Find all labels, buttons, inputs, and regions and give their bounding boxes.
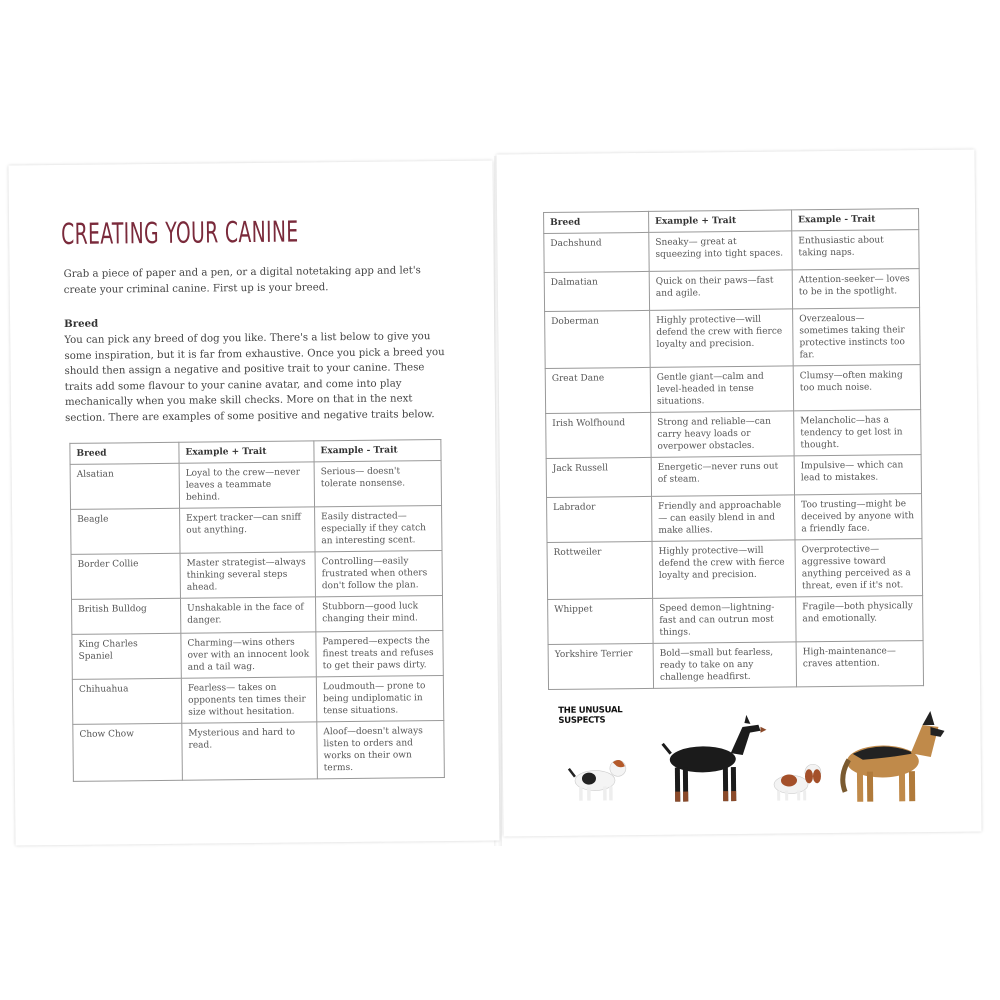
negative-trait-cell: Too trusting—might be deceived by anyone with a friendly face. xyxy=(795,494,922,540)
breed-paragraph: You can pick any breed of dog you like. There's a list below to give you some inspiration, but it is far from exhaustive. Once you pick a breed you should then assign a negative and positive trait to your canine. These traits add some flavour to your canine avatar, and come into play mechanically when you make skill checks. More on that in the next section. There are examples of some positive and negative traits below. xyxy=(64,331,445,424)
brand-logo-line: THE UNUSUAL xyxy=(558,705,623,716)
breed-cell: King Charles Spaniel xyxy=(72,633,181,679)
positive-trait-cell: Highly protective—will defend the crew with fierce loyalty and precision. xyxy=(652,540,796,598)
breed-cell: Yorkshire Terrier xyxy=(548,643,653,689)
table-row xyxy=(546,455,921,498)
jack-russell-illustration xyxy=(569,760,626,801)
positive-trait-cell: Expert tracker—can sniff out anything. xyxy=(180,507,315,553)
breed-cell: Whippet xyxy=(548,598,653,644)
negative-trait-cell: Controlling—easily frustrated when others don't follow the plan. xyxy=(315,551,442,597)
breed-cell: Doberman xyxy=(545,310,651,368)
positive-trait-cell: Master strategist—always thinking several steps ahead. xyxy=(180,552,315,598)
negative-trait-cell: Clumsy—often making too much noise. xyxy=(793,365,920,411)
column-header: Example - Trait xyxy=(792,209,919,231)
table-row xyxy=(71,596,442,635)
positive-trait-cell: Unshakable in the face of danger. xyxy=(180,597,315,633)
positive-trait-cell: Speed demon—lightning-fast and can outrun most things. xyxy=(653,597,796,643)
positive-trait-cell: Fearless— takes on opponents ten times their size without hesitation. xyxy=(181,677,316,723)
negative-trait-cell: Enthusiastic about taking naps. xyxy=(792,230,919,270)
brand-logo-line: SUSPECTS xyxy=(558,715,606,726)
negative-trait-cell: Overprotective— aggressive toward anything perceived as a threat, even if it's not. xyxy=(795,539,923,597)
positive-trait-cell: Highly protective—will defend the crew with fierce loyalty and precision. xyxy=(650,309,794,367)
column-header: Example - Trait xyxy=(314,440,441,462)
positive-trait-cell: Mysterious and hard to read. xyxy=(182,722,318,780)
breed-cell: Labrador xyxy=(547,496,652,542)
negative-trait-cell: Fragile—both physically and emotionally. xyxy=(796,596,923,642)
table-row xyxy=(547,494,922,543)
negative-trait-cell: Impulsive— which can lead to mistakes. xyxy=(794,455,921,495)
breed-traits-table-left xyxy=(69,439,445,782)
breed-cell: Great Dane xyxy=(545,367,650,413)
breed-cell: Irish Wolfhound xyxy=(546,412,651,458)
breed-cell: Dalmatian xyxy=(544,271,649,311)
left-page xyxy=(8,160,499,845)
dog-illustrations xyxy=(562,695,953,809)
table-row xyxy=(71,506,442,555)
positive-trait-cell: Gentle giant—calm and level-headed in tense situations. xyxy=(650,366,793,412)
breed-cell: Beagle xyxy=(71,508,180,554)
negative-trait-cell: High-maintenance— craves attention. xyxy=(796,641,923,687)
column-header: Example + Trait xyxy=(179,441,314,463)
table-row xyxy=(545,365,920,414)
right-page xyxy=(496,150,981,837)
page-title: CREATING YOUR CANINE xyxy=(60,214,299,252)
table-row xyxy=(73,721,445,782)
negative-trait-cell: Aloof—doesn't always listen to orders and works on their own terms. xyxy=(317,721,445,779)
table-row xyxy=(72,676,443,725)
negative-trait-cell: Melancholic—has a tendency to get lost in thought. xyxy=(794,410,921,456)
table-row xyxy=(71,551,442,600)
negative-trait-cell: Overzealous— sometimes taking their protective instincts too far. xyxy=(793,308,921,366)
column-header: Breed xyxy=(544,211,649,233)
table-row xyxy=(72,631,443,680)
breed-cell: Rottweiler xyxy=(547,541,653,599)
table-row xyxy=(548,596,923,645)
breed-subheading: Breed xyxy=(64,317,99,330)
negative-trait-cell: Attention-seeker— loves to be in the spotlight. xyxy=(792,269,919,309)
german-shepherd-illustration xyxy=(842,711,945,802)
table-row xyxy=(546,410,921,459)
negative-trait-cell: Pampered—expects the finest treats and refuses to get their paws dirty. xyxy=(316,631,443,677)
negative-trait-cell: Loudmouth— prone to being undiplomatic in tense situations. xyxy=(316,676,443,722)
table-row xyxy=(545,308,921,369)
doberman-illustration xyxy=(662,715,767,802)
breed-cell: Chow Chow xyxy=(73,723,183,781)
breed-cell: Jack Russell xyxy=(546,457,651,497)
positive-trait-cell: Sneaky— great at squeezing into tight spaces. xyxy=(649,231,792,271)
positive-trait-cell: Loyal to the crew—never leaves a teammate behind. xyxy=(179,462,314,508)
intro-paragraph: Grab a piece of paper and a pen, or a digital notetaking app and let's create your criminal canine. First up is your breed. xyxy=(63,265,421,296)
positive-trait-cell: Strong and reliable—can carry heavy loads or overpower obstacles. xyxy=(651,411,794,457)
positive-trait-cell: Energetic—never runs out of steam. xyxy=(651,456,794,496)
table-row xyxy=(544,269,919,312)
breed-cell: British Bulldog xyxy=(71,598,180,634)
positive-trait-cell: Bold—small but fearless, ready to take on any challenge headfirst. xyxy=(653,642,796,688)
king-charles-spaniel-illustration xyxy=(774,764,821,800)
breed-cell: Chihuahua xyxy=(72,678,181,724)
table-row xyxy=(70,461,441,510)
table-row xyxy=(544,230,919,273)
negative-trait-cell: Stubborn—good luck changing their mind. xyxy=(315,596,442,632)
breed-traits-table-right xyxy=(543,208,924,690)
breed-cell: Dachshund xyxy=(544,232,649,272)
positive-trait-cell: Charming—wins others over with an innocent look and a tail wag. xyxy=(181,632,316,678)
positive-trait-cell: Quick on their paws—fast and agile. xyxy=(649,270,792,310)
column-header: Breed xyxy=(70,442,179,464)
table-row xyxy=(547,539,923,600)
breed-cell: Alsatian xyxy=(70,463,179,509)
positive-trait-cell: Friendly and approachable— can easily blend in and make allies. xyxy=(652,495,795,541)
column-header: Example + Trait xyxy=(649,210,792,232)
breed-cell: Border Collie xyxy=(71,553,180,599)
table-row xyxy=(548,641,923,690)
negative-trait-cell: Serious— doesn't tolerate nonsense. xyxy=(314,461,441,507)
negative-trait-cell: Easily distracted— especially if they catch an interesting scent. xyxy=(315,506,442,552)
